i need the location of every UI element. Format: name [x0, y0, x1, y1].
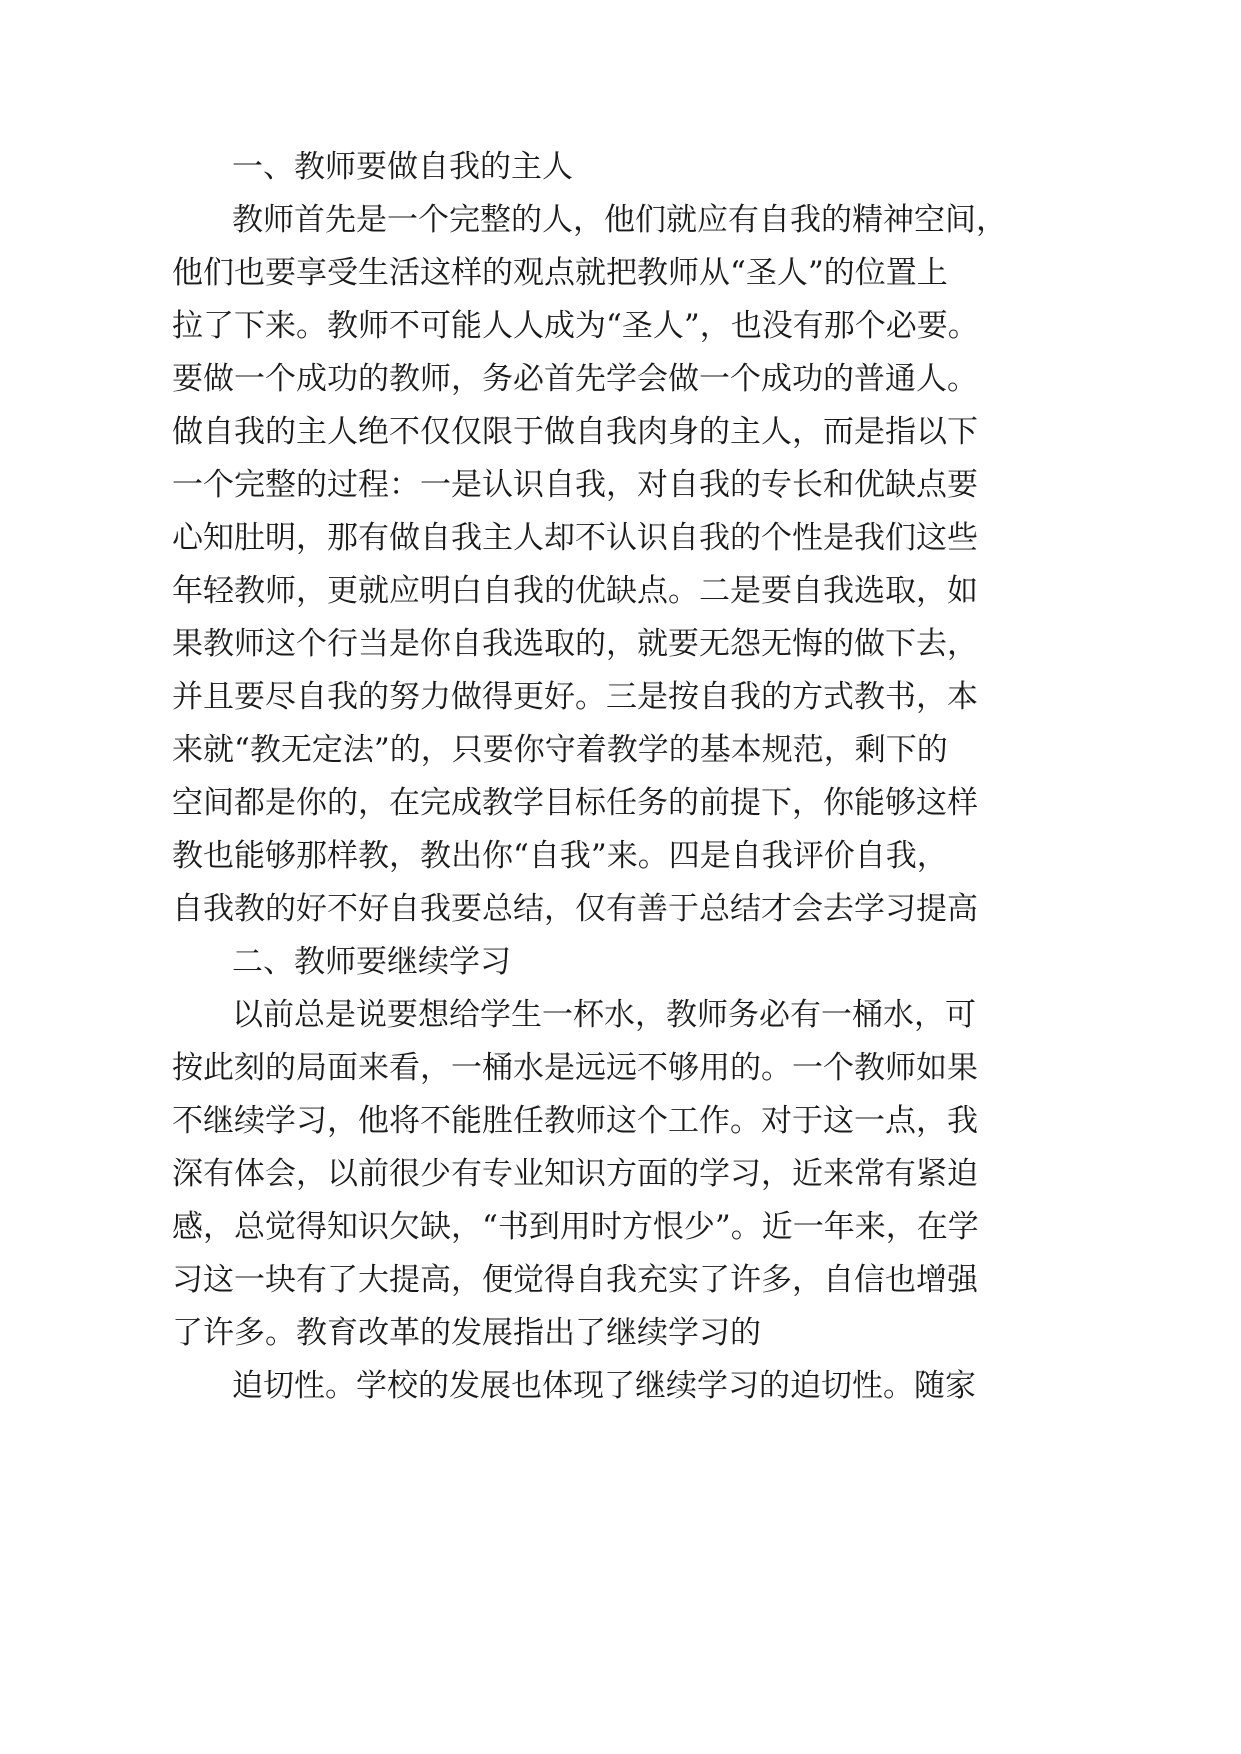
- paragraph-line: 果教师这个行当是你自我选取的，就要无怨无悔的做下去，: [172, 626, 978, 662]
- heading-1: 一、教师要做自我的主人: [232, 149, 573, 185]
- paragraph-line: 来就“教无定法”的，只要你守着教学的基本规范，剩下的: [172, 732, 948, 768]
- paragraph-line: 了许多。教育改革的发展指出了继续学习的: [172, 1315, 761, 1351]
- paragraph-line: 年轻教师，更就应明白自我的优缺点。二是要自我选取，如: [172, 573, 978, 609]
- paragraph-line: 以前总是说要想给学生一杯水，教师务必有一桶水，可: [232, 997, 976, 1033]
- paragraph-line: 并且要尽自我的努力做得更好。三是按自我的方式教书，本: [172, 679, 978, 715]
- paragraph-line: 空间都是你的，在完成教学目标任务的前提下，你能够这样: [172, 785, 978, 821]
- paragraph-line: 习这一块有了大提高，便觉得自我充实了许多，自信也增强: [172, 1262, 978, 1298]
- paragraph-line: 一个完整的过程：一是认识自我，对自我的专长和优缺点要: [172, 467, 978, 503]
- paragraph-line: 心知肚明，那有做自我主人却不认识自我的个性是我们这些: [172, 520, 978, 556]
- paragraph-line: 要做一个成功的教师，务必首先学会做一个成功的普通人。: [172, 361, 978, 397]
- paragraph-line: 拉了下来。教师不可能人人成为“圣人”，也没有那个必要。: [172, 308, 979, 344]
- paragraph-line: 教也能够那样教，教出你“自我”来。四是自我评价自我，: [172, 838, 948, 874]
- paragraph-line: 做自我的主人绝不仅仅限于做自我肉身的主人，而是指以下: [172, 414, 978, 450]
- paragraph-line: 不继续学习，他将不能胜任教师这个工作。对于这一点，我: [172, 1103, 978, 1139]
- paragraph-line: 教师首先是一个完整的人，他们就应有自我的精神空间，: [232, 202, 1007, 238]
- paragraph-line: 按此刻的局面来看，一桶水是远远不够用的。一个教师如果: [172, 1050, 978, 1086]
- paragraph-line: 感，总觉得知识欠缺，“书到用时方恨少”。近一年来，在学: [172, 1209, 979, 1245]
- paragraph-line: 迫切性。学校的发展也体现了继续学习的迫切性。随家: [232, 1368, 976, 1404]
- paragraph-line: 他们也要享受生活这样的观点就把教师从“圣人”的位置上: [172, 255, 948, 291]
- paragraph-line: 自我教的好不好自我要总结，仅有善于总结才会去学习提高: [172, 891, 978, 927]
- heading-2: 二、教师要继续学习: [232, 944, 511, 980]
- paragraph-line: 深有体会，以前很少有专业知识方面的学习，近来常有紧迫: [172, 1156, 978, 1192]
